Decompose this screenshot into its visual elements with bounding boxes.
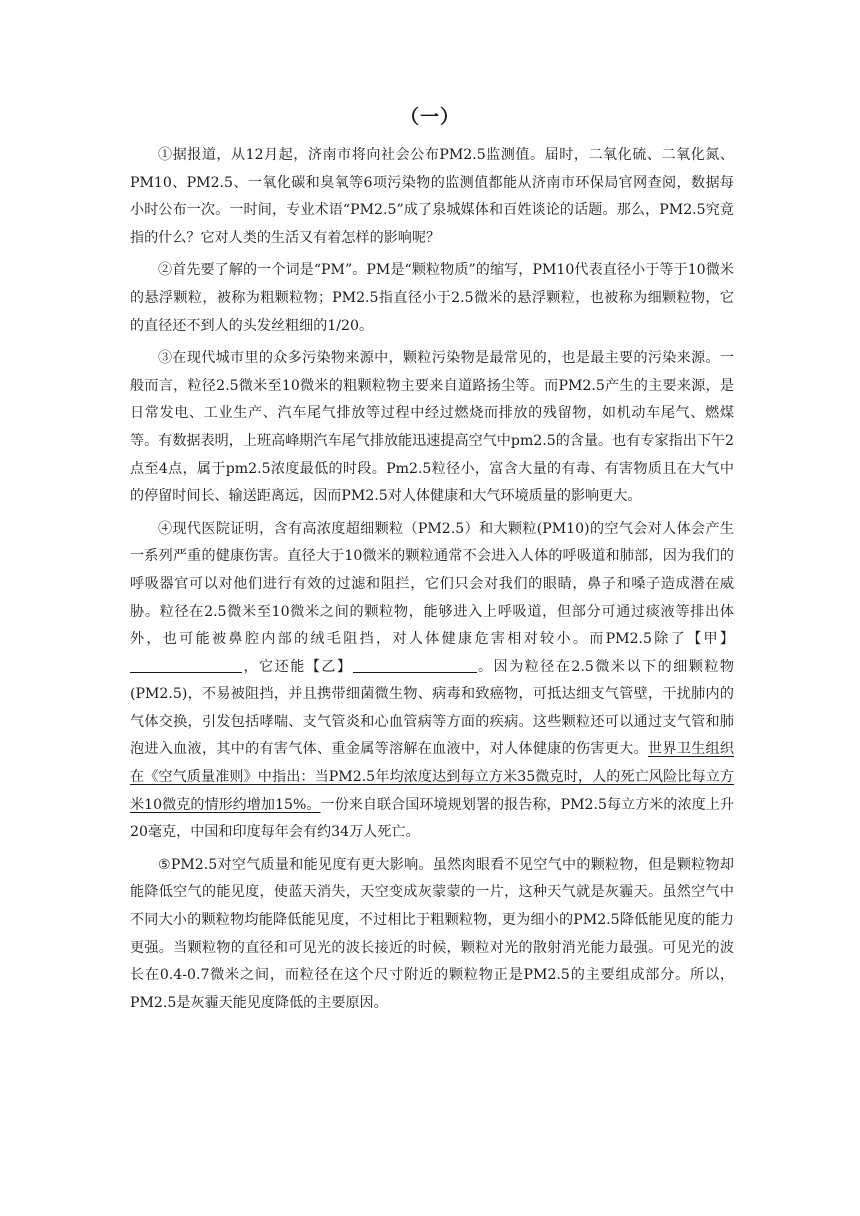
article-body bbox=[130, 142, 734, 1022]
paragraph-4-part-4: 一份来自联合国环境规划署的报告称，PM2.5每立方米的浓度上升20毫克，中国和印度每年会有约34万人死亡。 bbox=[130, 796, 734, 841]
paragraph-3: ③在现代城市里的众多污染物来源中，颗粒污染物是最常见的，也是最主要的污染来源。一般而言，粒径2.5微米至10微米的粗颗粒物主要来自道路扬尘等。而PM2.5产生的主要来源，是日常发电、工业生产、汽车尾气排放等过程中经过燃烧而排放的残留物，如机动车尾气、燃煤等。有数据表明，上班高峰期汽车尾气排放能迅速提高空气中pm2.5的含量。也有专家指出下午2点至4点，属于pm2.5浓度最低的时段。Pm2.5粒径小，富含大量的有毒、有害物质且在大气中的停留时间长、输送距离远，因而PM2.5对人体健康和大气环境质量的影响更大。 bbox=[130, 350, 734, 505]
paragraph-4-part-3: 。因为粒径在2.5微米以下的细颗粒物(PM2.5)，不易被阻挡，并且携带细菌微生物、病毒和致癌物，可抵达细支气管壁，干扰肺内的气体交换，引发包括哮喘、支气管炎和心血管病等方面的疾病。这些颗粒还可以通过支气管和肺泡进入血液，其中的有害气体、重金属等溶解在血液中，对人体健康的伤害更大。 bbox=[130, 658, 734, 758]
paragraph-2: ②首先要了解的一个词是“PM”。PM是“颗粒物质”的缩写，PM10代表直径小于等于10微米的悬浮颗粒，被称为粗颗粒物；PM2.5指直径小于2.5微米的悬浮颗粒，也被称为细颗粒物，它的直径还不到人的头发丝粗细的1/20。 bbox=[130, 262, 734, 334]
underlined-quote: 世界卫生组织在《空气质量准则》中指出：当PM2.5年均浓度达到每立方米35微克时，人的死亡风险比每立方米10微克的情形约增加15%。 bbox=[130, 741, 735, 813]
section-title: （一） bbox=[399, 106, 460, 128]
blank-yi[interactable] bbox=[353, 657, 477, 673]
paragraph-1: ①据报道，从12月起，济南市将向社会公布PM2.5监测值。届时，二氧化硫、二氧化氮、PM10、PM2.5、一氧化碳和臭氧等6项污染物的监测值都能从济南市环保局官网查阅，数据每小时公布一次。一时间，专业术语“PM2.5”成了泉城媒体和百姓谈论的话题。那么，PM2.5究竟指的什么？它对人类的生活又有着怎样的影响呢？ bbox=[130, 147, 734, 246]
blank-jia[interactable] bbox=[130, 657, 242, 673]
paragraph-5: ⑤PM2.5对空气质量和能见度有更大影响。虽然肉眼看不见空气中的颗粒物，但是颗粒物却能降低空气的能见度，使蓝天消失，天空变成灰蒙蒙的一片，这种天气就是灰霾天。虽然空气中不同大小的颗粒物均能降低能见度，不过相比于粗颗粒物，更为细小的PM2.5降低能见度的能力更强。当颗粒物的直径和可见光的波长接近的时候，颗粒对光的散射消光能力最强。可见光的波长在0.4-0.7微米之间，而粒径在这个尺寸附近的颗粒物正是PM2.5的主要组成部分。所以，PM2.5是灰霾天能见度降低的主要原因。 bbox=[130, 856, 734, 1011]
paragraph-4-part-2: ，它还能【乙】 bbox=[242, 658, 353, 675]
paragraph-4 bbox=[130, 516, 734, 847]
paragraph-4-part-1: ④现代医院证明，含有高浓度超细颗粒（PM2.5）和大颗粒(PM10)的空气会对人体会产生一系列严重的健康伤害。直径大于10微米的颗粒通常不会进入人体的呼吸道和肺部，因为我们的呼吸器官可以对他们进行有效的过滤和阻拦，它们只会对我们的眼睛，鼻子和嗓子造成潜在威胁。粒径在2.5微米至10微米之间的颗粒物，能够进入上呼吸道，但部分可通过痰液等排出体外，也可能被鼻腔内部的绒毛阻挡，对人体健康危害相对较小。而PM2.5除了【甲】 bbox=[130, 520, 734, 648]
